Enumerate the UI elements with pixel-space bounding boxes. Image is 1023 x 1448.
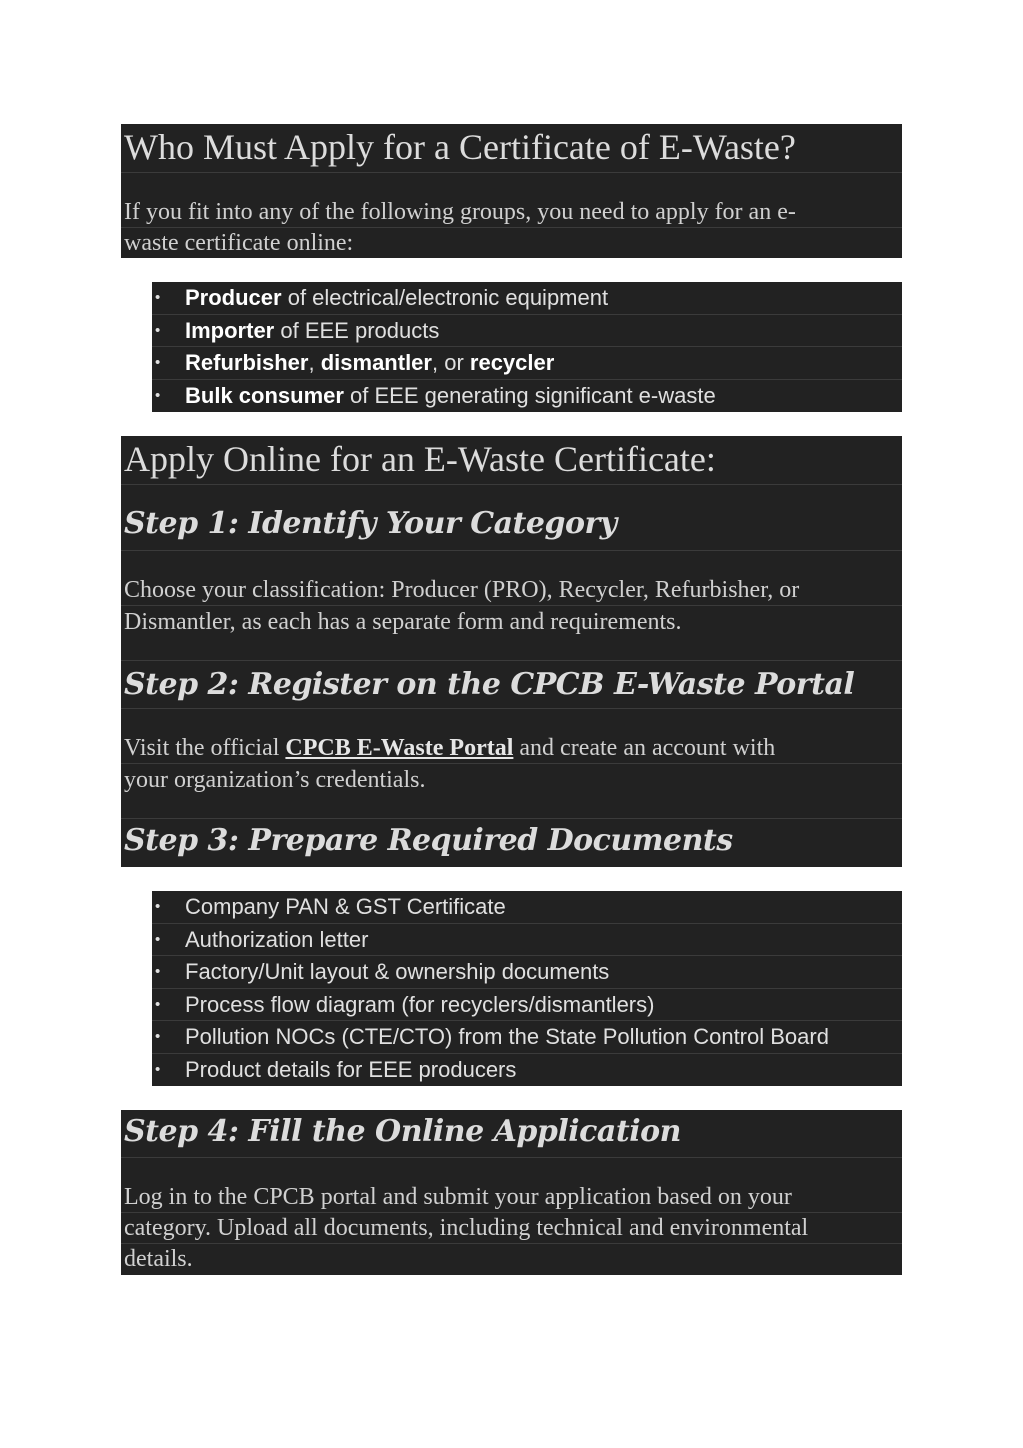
step1-line-1: Choose your classification: Producer (PRO), Recycler, Refurbisher, or [121, 551, 902, 606]
bullet-icon: • [155, 898, 161, 915]
step4-line-2: category. Upload all documents, including technical and environmental [121, 1213, 902, 1244]
list-item [152, 924, 902, 957]
list-item-bulk-consumer [152, 380, 902, 413]
list-item [152, 1021, 902, 1054]
list-item-producer [152, 282, 902, 315]
item-text: Authorization letter [185, 926, 369, 952]
item-text: Factory/Unit layout & ownership documents [185, 959, 610, 984]
step4-heading: Step 4: Fill the Online Application [121, 1110, 902, 1158]
intro-line-2: waste certificate online: [124, 230, 354, 256]
item-bold: Importer [185, 317, 275, 343]
step3-heading: Step 3: Prepare Required Documents [124, 823, 733, 858]
item-bold: Refurbisher [185, 350, 309, 375]
list-item [152, 956, 902, 989]
list-item [152, 891, 902, 924]
bullet-icon: • [155, 995, 161, 1013]
documents-list [152, 891, 902, 1086]
intro-line-1: If you fit into any of the following groups, you need to apply for an e- [121, 173, 902, 228]
step2-line-2: your organization’s credentials. [121, 764, 902, 819]
step2-line-1 [121, 709, 902, 764]
list-item [152, 989, 902, 1022]
item-text: Company PAN & GST Certificate [185, 894, 506, 919]
apply-online-block [121, 436, 902, 867]
step1-line-2: Dismantler, as each has a separate form and requirements. [121, 606, 902, 661]
item-bold: Producer [185, 285, 282, 310]
item-text: , [308, 350, 321, 375]
step4-block [121, 1110, 902, 1275]
item-text: Process flow diagram (for recyclers/dismantlers) [185, 991, 655, 1017]
item-text: Pollution NOCs (CTE/CTO) from the State Pollution Control Board [185, 1024, 829, 1049]
bullet-icon: • [155, 1060, 161, 1078]
step1-heading: Step 1: Identify Your Category [121, 485, 902, 551]
step4-line-3: details. [124, 1246, 193, 1272]
item-bold: recycler [469, 350, 555, 375]
item-text: of electrical/electronic equipment [281, 285, 609, 310]
step2-text: Visit the official [124, 735, 286, 761]
bullet-icon: • [155, 963, 161, 980]
list-item [152, 1054, 902, 1087]
step2-heading: Step 2: Register on the CPCB E-Waste Portal [121, 661, 902, 709]
list-item-importer [152, 315, 902, 348]
item-bold: Bulk consumer [185, 382, 344, 408]
bullet-icon: • [155, 930, 161, 948]
item-text: Product details for EEE producers [185, 1056, 517, 1082]
bullet-icon: • [155, 289, 161, 306]
cpcb-portal-link[interactable]: CPCB E-Waste Portal [285, 735, 514, 761]
bullet-icon: • [155, 386, 161, 404]
step2-text: and create an account with [513, 735, 776, 761]
groups-list [152, 282, 902, 412]
item-text: , or [431, 350, 470, 375]
who-must-apply-heading: Who Must Apply for a Certificate of E-Waste? [121, 124, 902, 173]
bullet-icon: • [155, 1028, 161, 1045]
bullet-icon: • [155, 354, 161, 371]
list-item-refurbisher [152, 347, 902, 380]
who-must-apply-block [121, 124, 902, 258]
step4-line-1: Log in to the CPCB portal and submit your application based on your [121, 1158, 902, 1213]
item-text: of EEE generating significant e-waste [343, 382, 716, 408]
item-text: of EEE products [274, 317, 440, 343]
bullet-icon: • [155, 321, 161, 339]
apply-online-heading: Apply Online for an E-Waste Certificate: [121, 436, 902, 485]
item-bold: dismantler [320, 350, 432, 375]
